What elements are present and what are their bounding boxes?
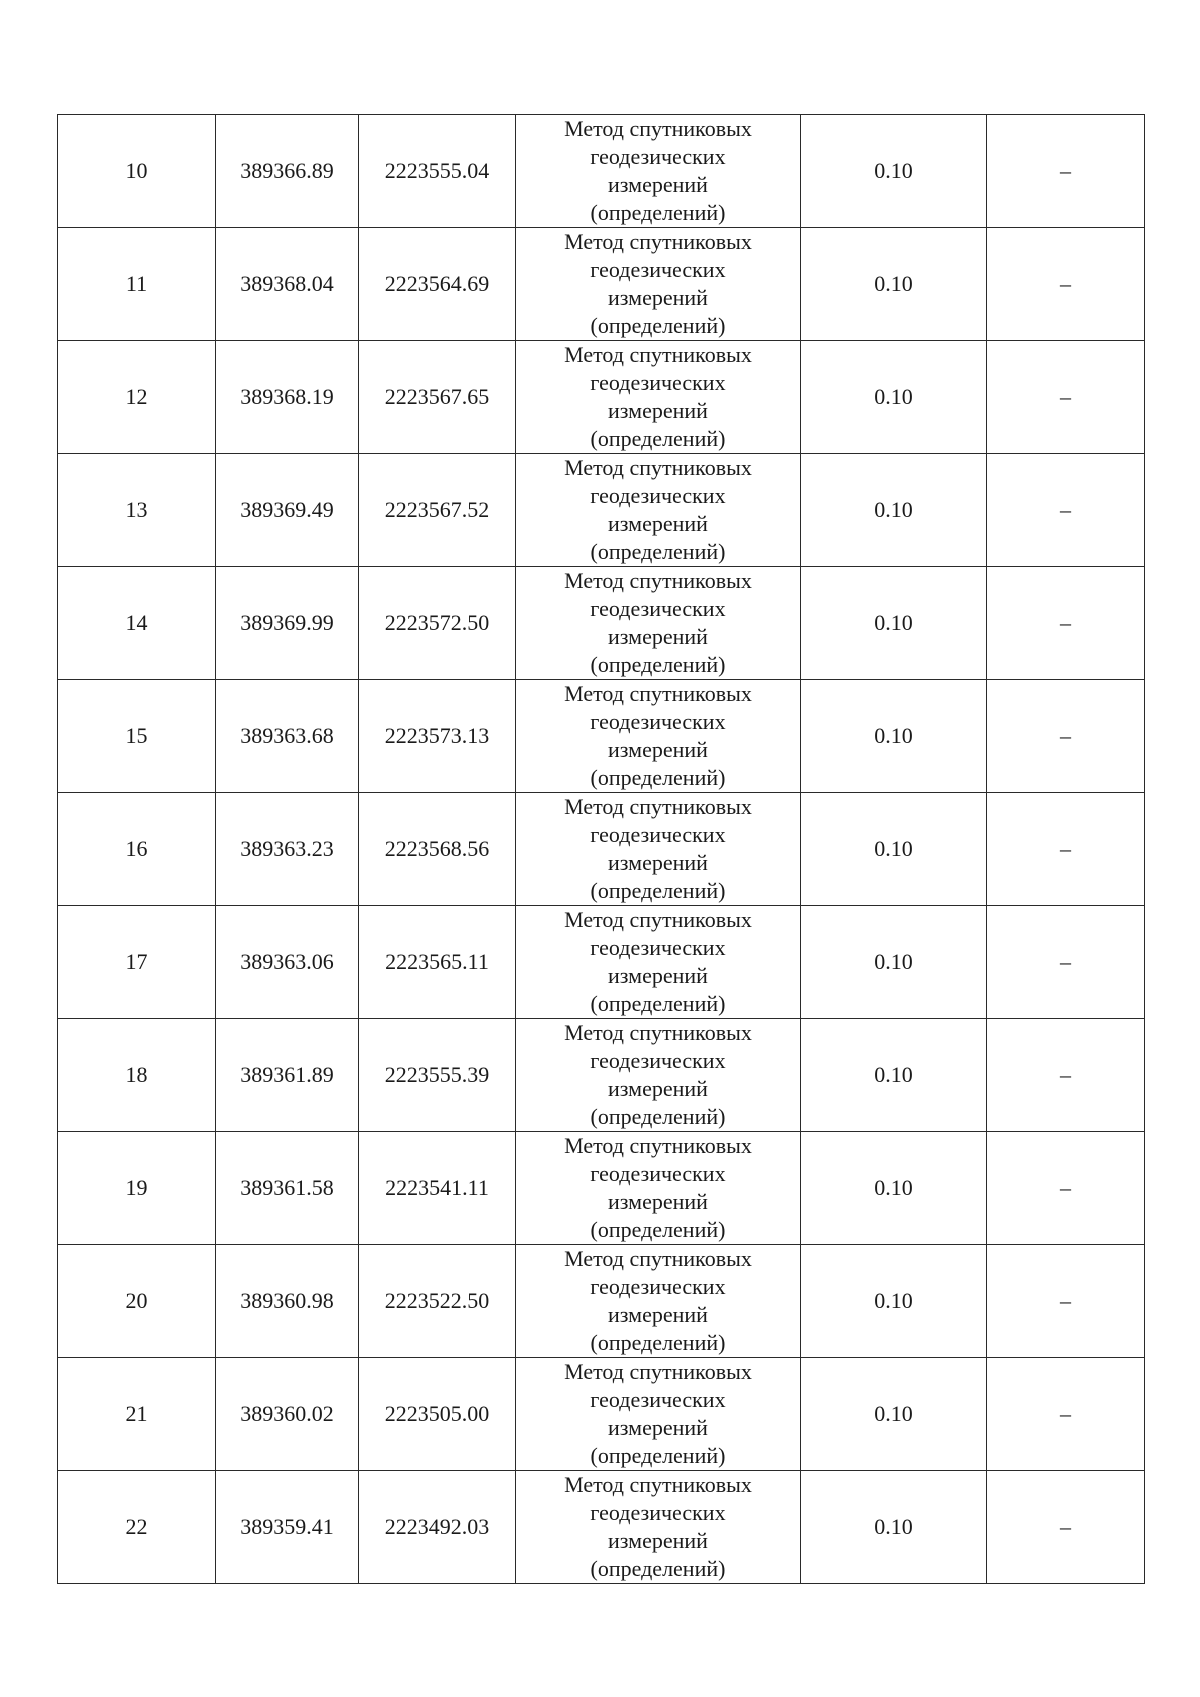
method-cell [516, 567, 801, 680]
method-line: Метод спутниковых [564, 907, 752, 932]
y-coordinate-cell: 2223573.13 [359, 680, 516, 793]
method-line: (определений) [590, 878, 726, 903]
accuracy-cell: 0.10 [801, 793, 987, 906]
method-line: измерений [608, 398, 708, 423]
note-cell: – [987, 1019, 1145, 1132]
y-coordinate-cell: 2223541.11 [359, 1132, 516, 1245]
method-line: (определений) [590, 313, 726, 338]
y-coordinate-cell: 2223567.65 [359, 341, 516, 454]
method-line: Метод спутниковых [564, 794, 752, 819]
method-line: измерений [608, 850, 708, 875]
table-row [58, 228, 1145, 341]
method-line: Метод спутниковых [564, 342, 752, 367]
method-cell [516, 1132, 801, 1245]
coordinates-table [57, 114, 1145, 1584]
method-line: Метод спутниковых [564, 1472, 752, 1497]
method-cell [516, 1245, 801, 1358]
point-number-cell: 11 [58, 228, 216, 341]
table-row [58, 115, 1145, 228]
y-coordinate-cell: 2223555.04 [359, 115, 516, 228]
point-number-cell: 17 [58, 906, 216, 1019]
x-coordinate-cell: 389360.98 [216, 1245, 359, 1358]
note-cell: – [987, 341, 1145, 454]
table-row [58, 454, 1145, 567]
method-line: Метод спутниковых [564, 1133, 752, 1158]
method-line: геодезических [590, 709, 726, 734]
note-cell: – [987, 1471, 1145, 1584]
note-cell: – [987, 680, 1145, 793]
point-number-cell: 14 [58, 567, 216, 680]
method-cell [516, 793, 801, 906]
accuracy-cell: 0.10 [801, 680, 987, 793]
table-row [58, 793, 1145, 906]
method-line: геодезических [590, 483, 726, 508]
method-cell [516, 1019, 801, 1132]
x-coordinate-cell: 389363.68 [216, 680, 359, 793]
method-line: (определений) [590, 765, 726, 790]
method-line: измерений [608, 963, 708, 988]
table-row [58, 1019, 1145, 1132]
method-line: измерений [608, 1528, 708, 1553]
accuracy-cell: 0.10 [801, 454, 987, 567]
table-row [58, 1132, 1145, 1245]
note-cell: – [987, 793, 1145, 906]
accuracy-cell: 0.10 [801, 228, 987, 341]
y-coordinate-cell: 2223555.39 [359, 1019, 516, 1132]
method-cell [516, 115, 801, 228]
method-line: (определений) [590, 652, 726, 677]
x-coordinate-cell: 389363.06 [216, 906, 359, 1019]
method-cell [516, 906, 801, 1019]
y-coordinate-cell: 2223505.00 [359, 1358, 516, 1471]
method-line: геодезических [590, 596, 726, 621]
method-line: (определений) [590, 200, 726, 225]
method-cell [516, 454, 801, 567]
method-line: Метод спутниковых [564, 568, 752, 593]
note-cell: – [987, 1358, 1145, 1471]
accuracy-cell: 0.10 [801, 341, 987, 454]
accuracy-cell: 0.10 [801, 1019, 987, 1132]
accuracy-cell: 0.10 [801, 1245, 987, 1358]
coordinates-table-body [58, 115, 1145, 1584]
x-coordinate-cell: 389359.41 [216, 1471, 359, 1584]
note-cell: – [987, 906, 1145, 1019]
method-line: (определений) [590, 1104, 726, 1129]
method-cell [516, 680, 801, 793]
method-line: измерений [608, 1302, 708, 1327]
x-coordinate-cell: 389360.02 [216, 1358, 359, 1471]
y-coordinate-cell: 2223565.11 [359, 906, 516, 1019]
method-line: геодезических [590, 1161, 726, 1186]
method-cell [516, 1471, 801, 1584]
accuracy-cell: 0.10 [801, 1358, 987, 1471]
table-row [58, 341, 1145, 454]
method-line: геодезических [590, 935, 726, 960]
x-coordinate-cell: 389369.99 [216, 567, 359, 680]
method-line: измерений [608, 1076, 708, 1101]
method-cell [516, 341, 801, 454]
x-coordinate-cell: 389361.89 [216, 1019, 359, 1132]
point-number-cell: 21 [58, 1358, 216, 1471]
x-coordinate-cell: 389366.89 [216, 115, 359, 228]
method-line: измерений [608, 511, 708, 536]
method-line: геодезических [590, 257, 726, 282]
table-row [58, 1245, 1145, 1358]
method-line: (определений) [590, 1556, 726, 1581]
method-cell [516, 228, 801, 341]
method-line: (определений) [590, 1330, 726, 1355]
method-line: геодезических [590, 822, 726, 847]
method-line: геодезических [590, 1387, 726, 1412]
point-number-cell: 10 [58, 115, 216, 228]
point-number-cell: 15 [58, 680, 216, 793]
y-coordinate-cell: 2223572.50 [359, 567, 516, 680]
method-line: Метод спутниковых [564, 455, 752, 480]
method-line: Метод спутниковых [564, 116, 752, 141]
table-row [58, 1358, 1145, 1471]
method-line: (определений) [590, 991, 726, 1016]
note-cell: – [987, 228, 1145, 341]
point-number-cell: 22 [58, 1471, 216, 1584]
method-line: геодезических [590, 144, 726, 169]
note-cell: – [987, 454, 1145, 567]
method-line: измерений [608, 737, 708, 762]
x-coordinate-cell: 389369.49 [216, 454, 359, 567]
point-number-cell: 12 [58, 341, 216, 454]
method-line: Метод спутниковых [564, 1020, 752, 1045]
point-number-cell: 13 [58, 454, 216, 567]
method-line: геодезических [590, 370, 726, 395]
x-coordinate-cell: 389363.23 [216, 793, 359, 906]
method-line: (определений) [590, 1217, 726, 1242]
method-line: Метод спутниковых [564, 681, 752, 706]
method-line: измерений [608, 1189, 708, 1214]
note-cell: – [987, 1245, 1145, 1358]
y-coordinate-cell: 2223568.56 [359, 793, 516, 906]
y-coordinate-cell: 2223564.69 [359, 228, 516, 341]
method-line: измерений [608, 1415, 708, 1440]
method-line: измерений [608, 285, 708, 310]
x-coordinate-cell: 389368.04 [216, 228, 359, 341]
method-line: измерений [608, 172, 708, 197]
table-row [58, 680, 1145, 793]
point-number-cell: 19 [58, 1132, 216, 1245]
y-coordinate-cell: 2223492.03 [359, 1471, 516, 1584]
method-line: геодезических [590, 1274, 726, 1299]
method-line: Метод спутниковых [564, 1246, 752, 1271]
y-coordinate-cell: 2223567.52 [359, 454, 516, 567]
table-row [58, 1471, 1145, 1584]
method-cell [516, 1358, 801, 1471]
note-cell: – [987, 1132, 1145, 1245]
y-coordinate-cell: 2223522.50 [359, 1245, 516, 1358]
x-coordinate-cell: 389361.58 [216, 1132, 359, 1245]
point-number-cell: 20 [58, 1245, 216, 1358]
method-line: измерений [608, 624, 708, 649]
accuracy-cell: 0.10 [801, 906, 987, 1019]
note-cell: – [987, 567, 1145, 680]
method-line: Метод спутниковых [564, 1359, 752, 1384]
method-line: (определений) [590, 539, 726, 564]
accuracy-cell: 0.10 [801, 115, 987, 228]
accuracy-cell: 0.10 [801, 1132, 987, 1245]
method-line: (определений) [590, 426, 726, 451]
x-coordinate-cell: 389368.19 [216, 341, 359, 454]
table-row [58, 567, 1145, 680]
method-line: геодезических [590, 1500, 726, 1525]
method-line: (определений) [590, 1443, 726, 1468]
method-line: Метод спутниковых [564, 229, 752, 254]
point-number-cell: 18 [58, 1019, 216, 1132]
table-row [58, 906, 1145, 1019]
accuracy-cell: 0.10 [801, 567, 987, 680]
method-line: геодезических [590, 1048, 726, 1073]
accuracy-cell: 0.10 [801, 1471, 987, 1584]
note-cell: – [987, 115, 1145, 228]
point-number-cell: 16 [58, 793, 216, 906]
